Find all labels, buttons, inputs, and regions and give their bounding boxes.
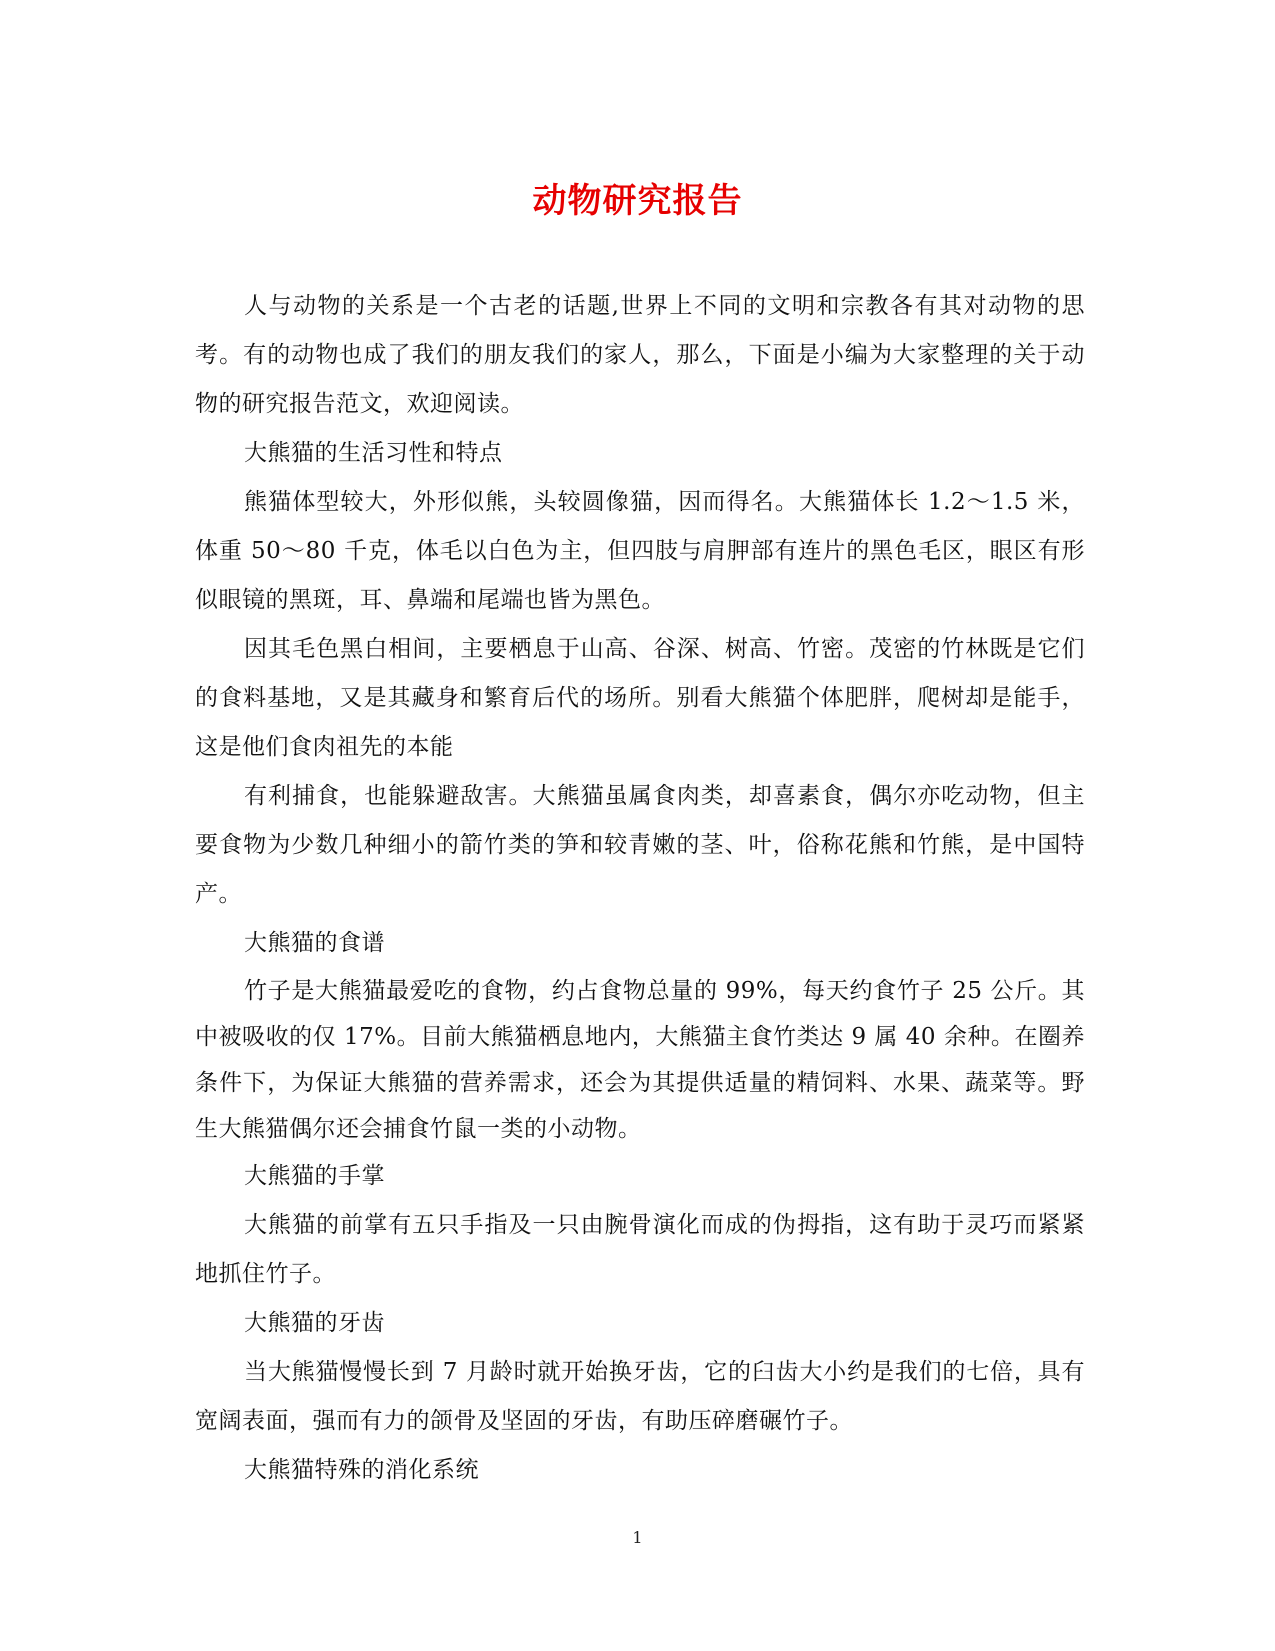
section-heading-habits: 大熊猫的生活习性和特点: [244, 440, 503, 466]
document-body: [195, 282, 1085, 1495]
body-paragraph: 有利捕食，也能躲避敌害。大熊猫虽属食肉类，却喜素食，偶尔亦吃动物，但主要食物为少数几种细小的箭竹类的笋和较青嫩的茎、叶，俗称花熊和竹熊，是中国特产。: [195, 783, 1085, 907]
body-paragraph: 熊猫体型较大，外形似熊，头较圆像猫，因而得名。大熊猫体长 1.2～1.5 米，体重 50～80 千克，体毛以白色为主，但四肢与肩胛部有连片的黑色毛区，眼区有形似眼镜的黑斑，耳、鼻端和尾端也皆为黑色。: [195, 489, 1085, 613]
body-paragraph: 当大熊猫慢慢长到 7 月龄时就开始换牙齿，它的臼齿大小约是我们的七倍，具有宽阔表面，强而有力的颌骨及坚固的牙齿，有助压碎磨碾竹子。: [195, 1359, 1085, 1434]
section-heading-paws: 大熊猫的手掌: [244, 1163, 385, 1189]
section-heading-diet: 大熊猫的食谱: [244, 930, 385, 956]
intro-paragraph: 人与动物的关系是一个古老的话题,世界上不同的文明和宗教各有其对动物的思考。有的动物也成了我们的朋友我们的家人，那么，下面是小编为大家整理的关于动物的研究报告范文，欢迎阅读。: [195, 293, 1085, 417]
body-paragraph: 因其毛色黑白相间，主要栖息于山高、谷深、树高、竹密。茂密的竹林既是它们的食料基地，又是其藏身和繁育后代的场所。别看大熊猫个体肥胖，爬树却是能手，这是他们食肉祖先的本能: [195, 636, 1085, 760]
section-heading-teeth: 大熊猫的牙齿: [244, 1310, 385, 1336]
section-heading-digestion: 大熊猫特殊的消化系统: [244, 1457, 479, 1483]
body-paragraph: 大熊猫的前掌有五只手指及一只由腕骨演化而成的伪拇指，这有助于灵巧而紧紧地抓住竹子。: [195, 1212, 1085, 1287]
page-number: 1: [632, 1528, 643, 1547]
document-title: 动物研究报告: [532, 181, 743, 221]
body-paragraph: 竹子是大熊猫最爱吃的食物，约占食物总量的 99%，每天约食竹子 25 公斤。其中被吸收的仅 17%。目前大熊猫栖息地内，大熊猫主食竹类达 9 属 40 余种。在圈养条件下，为保证大熊猫的营养需求，还会为其提供适量的精饲料、水果、蔬菜等。野生大熊猫偶尔还会捕食竹鼠一类的小动物。: [195, 978, 1085, 1142]
